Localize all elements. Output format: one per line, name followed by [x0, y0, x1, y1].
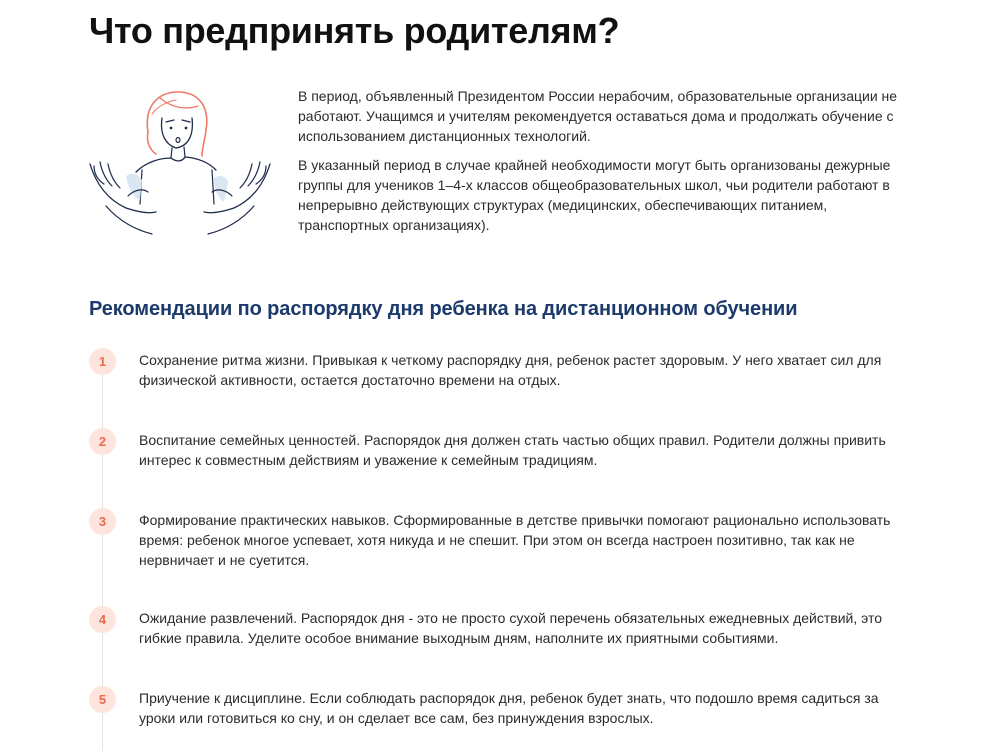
step-text: Воспитание семейных ценностей. Распорядок дня должен стать частью общих правил. Родители должны привить интерес к совместным действиям и уважение к семейным традициям.: [139, 432, 886, 468]
step-number-badge: 3: [89, 508, 116, 535]
step-number-badge: 2: [89, 428, 116, 455]
step-number-badge: 5: [89, 686, 116, 713]
step-number-badge: 4: [89, 606, 116, 633]
step-number-badge: 1: [89, 348, 116, 375]
step-text: Формирование практических навыков. Сформированные в детстве привычки помогают рационально использовать время: ребенок многое успевает, хотя никуда и не спешит. При этом он всегда настроен позитивно, так как не нервничает и не суетится.: [139, 512, 891, 568]
recommendations-title: Рекомендации по распорядку дня ребенка на дистанционном обучении: [89, 298, 798, 320]
page-title: Что предпринять родителям?: [89, 10, 620, 51]
intro-paragraph: В указанный период в случае крайней необходимости могут быть организованы дежурные группы для учеников 1–4-х классов общеобразовательных школ, чьи родители работают в непрерывно действующих структурах (медицинских, обеспечивающих питанием, транспортных организациях).: [298, 157, 891, 233]
step-text: Сохранение ритма жизни. Привыкая к четкому распорядку дня, ребенок растет здоровым. У него хватает сил для физической активности, остается достаточно времени на отдых.: [139, 352, 882, 388]
step-text: Ожидание развлечений. Распорядок дня - это не просто сухой перечень обязательных ежедневных действий, это гибкие правила. Уделите особое внимание выходным дням, наполните их приятными событиями.: [139, 610, 883, 646]
intro-paragraph: В период, объявленный Президентом России нерабочим, образовательные организации не работают. Учащимся и учителям рекомендуется оставаться дома и продолжать обучение с использованием дистанционных технологий.: [298, 88, 898, 144]
step-text: Приучение к дисциплине. Если соблюдать распорядок дня, ребенок будет знать, что подошло время садиться за уроки или готовиться ко сну, и он сделает все сам, без принуждения взрослых.: [139, 690, 879, 726]
